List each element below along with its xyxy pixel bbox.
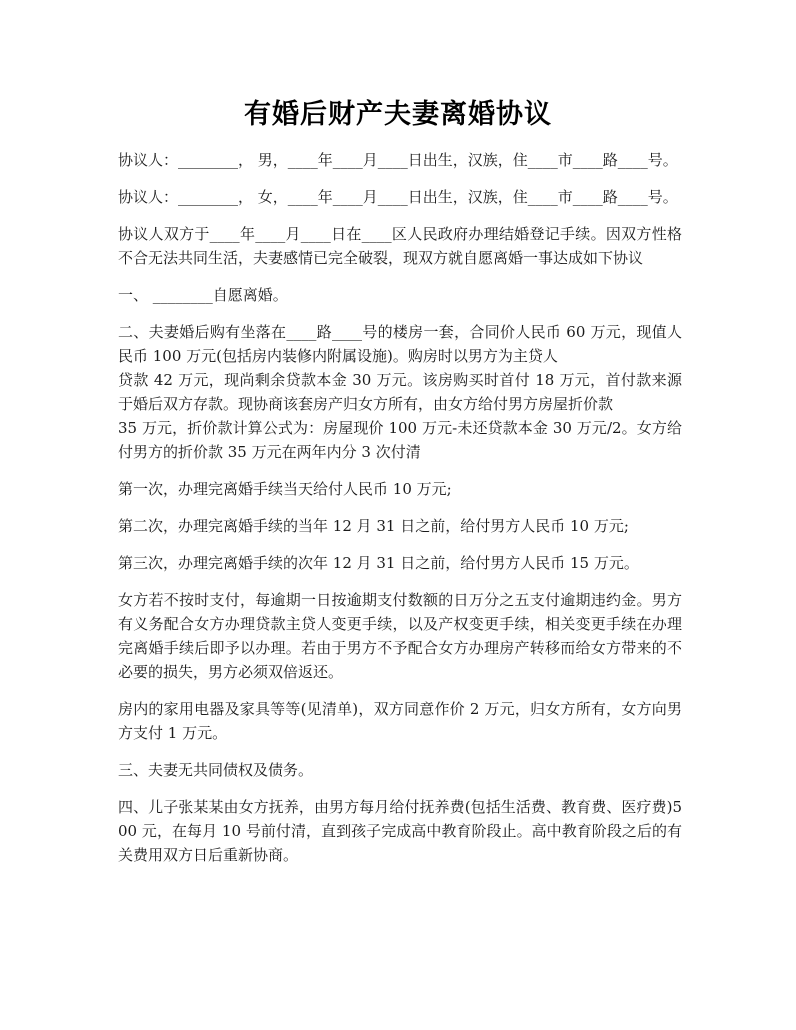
- paragraph-party-male: 协议人：________， 男，____年____月____日出生，汉族，住____市____路____号。: [118, 151, 678, 169]
- paragraph-clause-2-part-2: 贷款 42 万元，现尚剩余贷款本金 30 万元。该房购买时首付 18 万元，首付款来源于婚后双方存款。现协商该套房产归女方所有，由女方给付男方房屋折价款: [118, 371, 682, 413]
- paragraph-payment-1: 第一次，办理完离婚手续当天给付人民币 10 万元;: [118, 480, 452, 498]
- paragraph-party-female: 协议人：________， 女，____年____月____日出生，汉族，住____市____路____号。: [118, 188, 678, 206]
- paragraph-clause-2-part-3: 35 万元，折价款计算公式为：房屋现价 100 万元-未还贷款本金 30 万元/2。女方给付男方的折价款 35 万元在两年内分 3 次付清: [118, 419, 682, 461]
- document-title: 有婚后财产夫妻离婚协议: [244, 99, 552, 130]
- paragraph-clause-3: 三、夫妻无共同债权及债务。: [118, 761, 314, 779]
- document-body: [118, 148, 682, 880]
- paragraph-late-payment: 女方若不按时支付，每逾期一日按逾期支付数额的日万分之五支付逾期违约金。男方有义务配合女方办理贷款主贷人变更手续，以及产权变更手续，相关变更手续在办理完离婚手续后即予以办理。若由于男方不予配合女方办理房产转移而给女方带来的不必要的损失，男方必须双倍返还。: [118, 591, 682, 681]
- paragraph-furniture: 房内的家用电器及家具等等(见清单)，双方同意作价 2 万元，归女方所有，女方向男方支付 1 万元。: [118, 700, 682, 742]
- paragraph-clause-1: 一、 ________自愿离婚。: [118, 286, 288, 304]
- paragraph-marriage-intro: 协议人双方于____年____月____日在____区人民政府办理结婚登记手续。因双方性格不合无法共同生活，夫妻感情已完全破裂，现双方就自愿离婚一事达成如下协议: [118, 225, 682, 267]
- paragraph-payment-2: 第二次，办理完离婚手续的当年 12 月 31 日之前，给付男方人民币 10 万元;: [118, 517, 629, 535]
- paragraph-clause-2-part-1: 二、夫妻婚后购有坐落在____路____号的楼房一套，合同价人民币 60 万元，现值人民币 100 万元(包括房内装修内附属设施)。购房时以男方为主贷人: [118, 323, 682, 365]
- paragraph-clause-4: 四、儿子张某某由女方抚养，由男方每月给付抚养费(包括生活费、教育费、医疗费)500 元，在每月 10 号前付清，直到孩子完成高中教育阶段止。高中教育阶段之后的有关费用双方日后重新协商。: [118, 798, 682, 864]
- paragraph-payment-3: 第三次，办理完离婚手续的次年 12 月 31 日之前，给付男方人民币 15 万元。: [118, 554, 639, 572]
